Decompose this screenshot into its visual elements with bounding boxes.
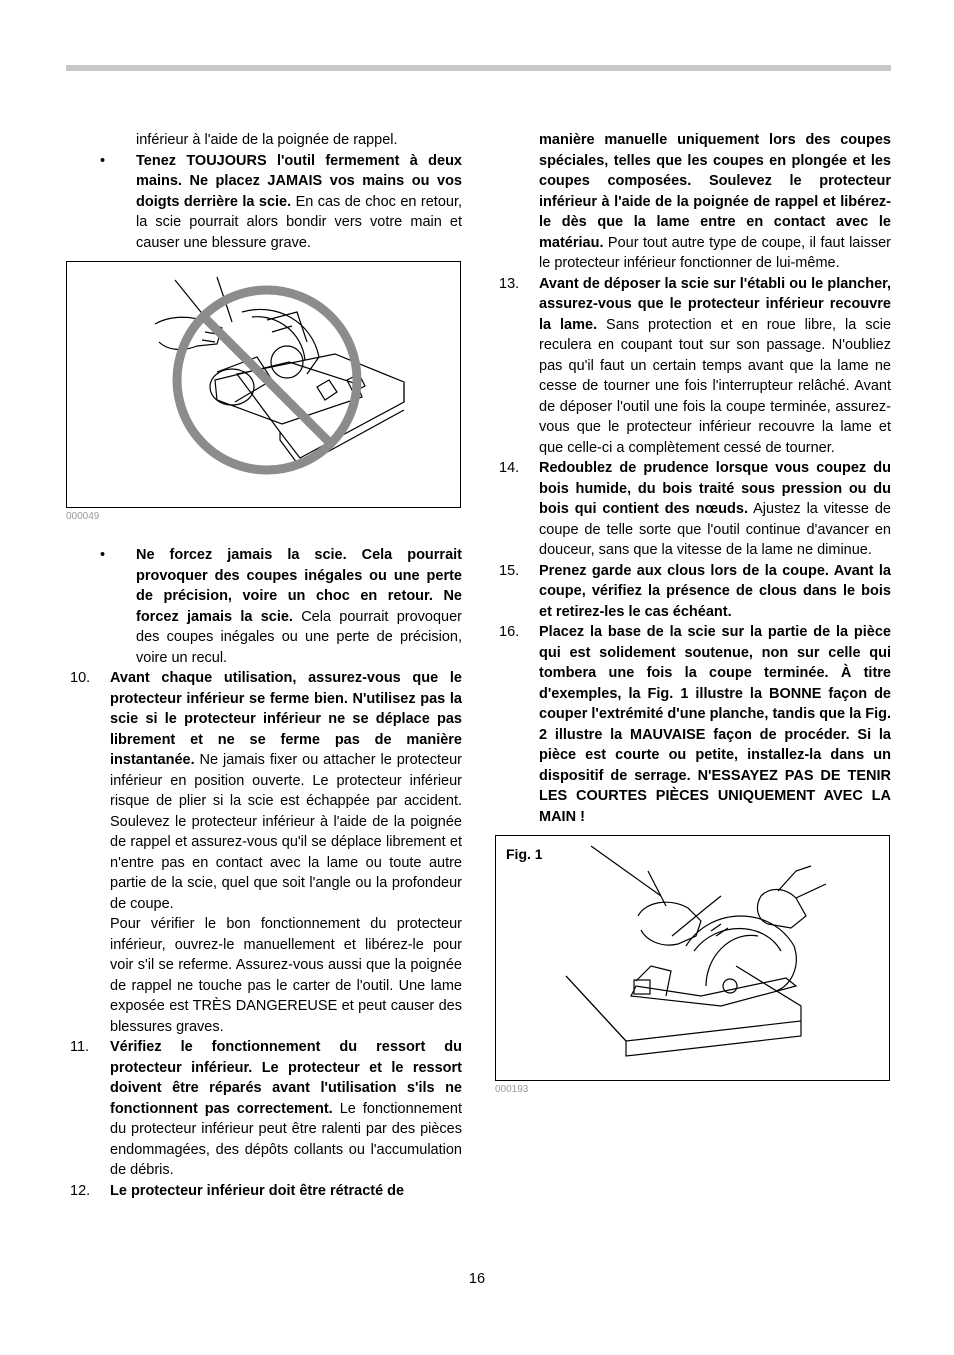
bullet-mark: • bbox=[100, 152, 106, 169]
item-number: 11. bbox=[70, 1039, 90, 1055]
bullet-bold: Tenez TOUJOURS l'outil fermement à deux mains. Ne placez JAMAIS vos mains ou vos doigts derrière la scie. bbox=[136, 152, 462, 210]
item-number: 13. bbox=[499, 275, 520, 292]
item-bold: Le protecteur inférieur doit être rétracté de bbox=[110, 1182, 405, 1199]
item-bold: Prenez garde aux clous lors de la coupe. Avant la coupe, vérifiez la présence de clous dans le bois et retirez-les le cas échéant. bbox=[539, 562, 891, 620]
item-text: Pour tout autre type de coupe, il faut laisser le protecteur inférieur fonctionner de lui-même. bbox=[539, 234, 891, 271]
item-number: 14. bbox=[499, 460, 520, 476]
item-number: 10. bbox=[70, 670, 91, 686]
bullet-text: Cela pourrait provoquer des coupes inégales ou une perte de précision, voire un recul. bbox=[136, 608, 462, 666]
numbered-item-10 bbox=[66, 668, 462, 914]
no-hands-behind-saw-drawing bbox=[67, 262, 460, 507]
numbered-item-15 bbox=[495, 561, 891, 623]
item-bold: Redoublez de prudence lorsque vous coupez du bois humide, du bois traité sous pression ou du bois qui contient des nœuds. bbox=[539, 460, 891, 517]
item-bold: Vérifiez le fonctionnement du ressort du protecteur inférieur. Le protecteur et le ressort doivent être réparés avant l'utilisation s'ils ne fonctionnent pas correctement. bbox=[110, 1039, 462, 1117]
item-text: Sans protection et en roue libre, la scie reculera en coupant tout sur son passage. N'oubliez pas qu'il faut un certain temps avant que la lame ne cesse de tourner une fois l'interrupteur relâché. Avant de déposer l'outil une fois la coupe terminée, assurez-vous que le protecteur inférieur recouvre la lame et que celle-ci a complètement cessé de tourner. bbox=[539, 316, 892, 456]
item-number: 12. bbox=[70, 1182, 91, 1199]
numbered-item-14 bbox=[495, 458, 891, 561]
item-number: 16. bbox=[499, 624, 520, 640]
numbered-item-16 bbox=[495, 622, 891, 827]
figure-label: Fig. 1 bbox=[506, 846, 543, 862]
page-number: 16 bbox=[468, 1271, 486, 1287]
prohibited-hand-illustration bbox=[66, 261, 461, 508]
figure-1 bbox=[495, 835, 890, 1081]
item-bold: Placez la base de la scie sur la partie de la pièce qui est solidement soutenue, non sur celle qui tombera une fois la coupe terminée. À titre d'exemples, la Fig. 1 illustre la BONNE façon de couper l'extrémité d'une planche, tandis que la Fig. 2 illustre la MAUVAISE façon de procéder. Si la pièce est courte ou petite, installez-la dans un dispositif de serrage. N'ESSAYEZ PAS DE TENIR LES COURTES PIÈCES UNIQUEMENT AVEC LA MAIN ! bbox=[539, 624, 891, 825]
item-number: 15. bbox=[499, 562, 520, 579]
header-rule bbox=[66, 65, 891, 71]
left-column bbox=[66, 130, 462, 1201]
figure-code: 000049 bbox=[66, 511, 100, 522]
bullet-item bbox=[66, 545, 462, 668]
item-bold: Avant de déposer la scie sur l'établi ou le plancher, assurez-vous que le protecteur inférieur recouvre la lame. bbox=[539, 275, 891, 333]
correct-cutting-drawing bbox=[496, 836, 889, 1080]
item-text: Ajustez la vitesse de coupe de telle sorte que l'outil continue d'avancer en douceur, sans que la vitesse de la lame ne diminue. bbox=[539, 501, 891, 558]
item-10-paragraph-2: Pour vérifier le bon fonctionnement du protecteur inférieur, ouvrez-le manuellement et libérez-le pour voir s'il se referme. Assurez-vous aussi que la poignée de rappel ne touche pas le carter de l'outil. Une lame exposée est TRÈS DANGEREUSE et peut causer des blessures graves. bbox=[110, 916, 462, 1035]
figure-code: 000193 bbox=[495, 1084, 529, 1095]
right-column bbox=[495, 130, 891, 1096]
item-text: Ne jamais fixer ou attacher le protecteur inférieur en position ouverte. Le protecteur inférieur risque de plier si la scie est échappée par accident. Soulevez le protecteur inférieur à l'aide de la poignée de rappel et assurez-vous qu'il se déplace librement et n'entre pas en contact avec la lame ou toute autre partie de la scie, quel que soit l'angle ou la profondeur de coupe. bbox=[110, 752, 462, 912]
numbered-item-11 bbox=[66, 1037, 462, 1181]
item-bold: manière manuelle uniquement lors des coupes spéciales, telles que les coupes en plongée et les coupes composées. Soulevez le protecteur inférieur à l'aide de la poignée de rappel et libérez-le dès que la lame entre en contact avec le matériau. bbox=[539, 132, 891, 251]
bullet-mark: • bbox=[100, 547, 106, 563]
bullet-bold: Ne forcez jamais la scie. Cela pourrait provoquer des coupes inégales ou une perte de précision, voire un choc en retour. Ne forcez jamais la scie. bbox=[136, 547, 462, 625]
numbered-item-13 bbox=[495, 274, 891, 459]
continued-text: inférieur à l'aide de la poignée de rappel. bbox=[136, 132, 398, 148]
numbered-item-12 bbox=[66, 1181, 462, 1202]
item-bold: Avant chaque utilisation, assurez-vous que le protecteur inférieur se ferme bien. N'utilisez pas la scie si le protecteur inférieur ne se déplace pas librement et ne se ferme pas de manière instantanée. bbox=[110, 670, 462, 768]
bullet-text: En cas de choc en retour, la scie pourrait alors bondir vers votre main et causer une blessure grave. bbox=[136, 193, 462, 251]
continued-item-12 bbox=[495, 130, 891, 274]
bullet-item bbox=[66, 151, 462, 254]
item-text: Le fonctionnement du protecteur inférieur peut être ralenti par des pièces endommagées, des dépôts collants ou l'accumulation de débris. bbox=[110, 1100, 462, 1178]
